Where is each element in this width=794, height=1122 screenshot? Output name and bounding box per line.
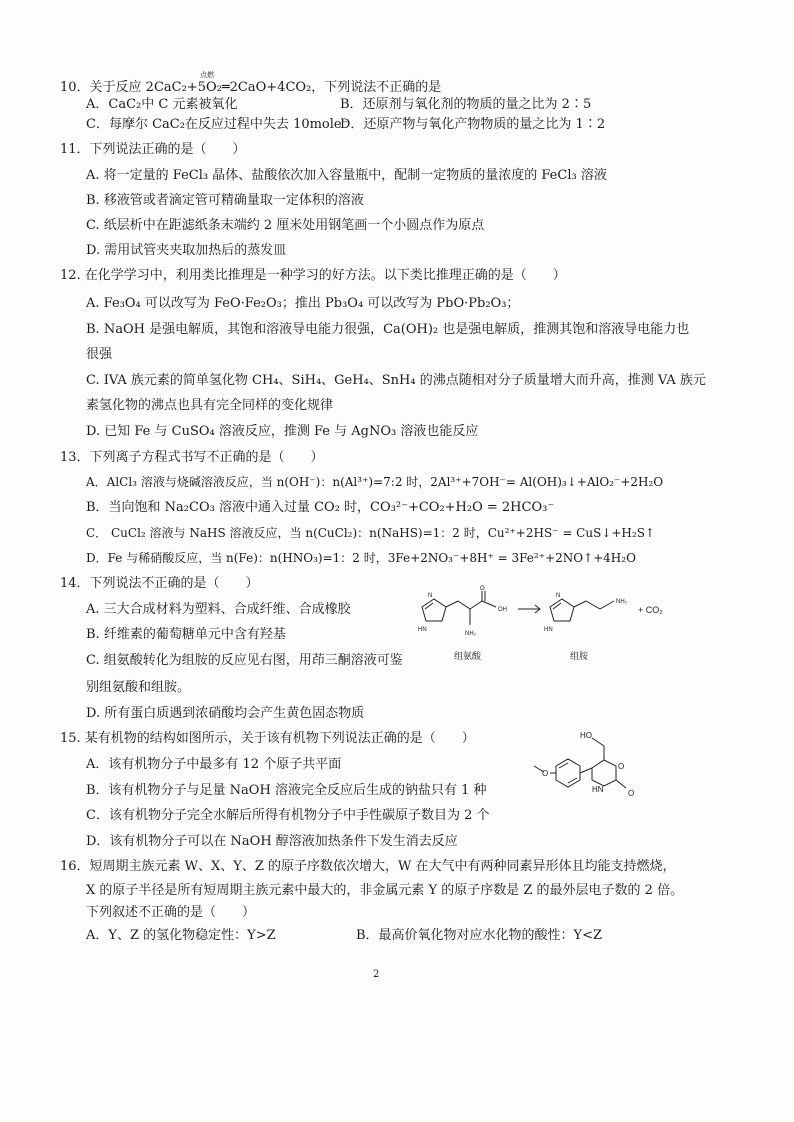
histamine-n-label: N: [556, 593, 561, 599]
q12-option-b-line1: B. NaOH 是强电解质，其饱和溶液导电能力很强，Ca(OH)₂ 也是强电解质，推测其饱和溶液导电能力也: [86, 322, 690, 337]
q10-option-b: B．还原剂与氧化剂的物质的量之比为 2∶5: [340, 97, 592, 112]
q14-stem: 14．下列说法不正确的是（ ）: [60, 576, 259, 591]
histidine-o-label: O: [480, 586, 485, 592]
q13-option-b: B．当向饱和 Na₂CO₃ 溶液中通入过量 CO₂ 时，CO₃²⁻+CO₂+H₂O = 2HCO₃⁻: [86, 500, 555, 515]
ring-o-label: O: [618, 762, 625, 771]
q13-option-c: C． CuCl₂ 溶液与 NaHS 溶液反应，当 n(CuCl₂)：n(NaHS)=1：2 时，Cu²⁺+2HS⁻ = CuS↓+H₂S↑: [86, 526, 655, 540]
q10-option-c: C．每摩尔 CaC₂在反应过程中失去 10mole⁻: [86, 117, 349, 132]
histidine-n-label: N: [428, 593, 433, 599]
carbonyl-o-label: O: [628, 789, 635, 798]
histidine-oh-label: OH: [498, 607, 507, 613]
methoxy-o-label: O: [542, 769, 549, 778]
q13-stem: 13．下列离子方程式书写不正确的是（ ）: [60, 450, 324, 465]
q15-structure-figure: [520, 726, 680, 806]
q15-option-a: A．该有机物分子中最多有 12 个原子共平面: [86, 757, 342, 772]
q12-stem: 12. 在化学学习中，利用类比推理是一种学习的好方法。以下类比推理正确的是（ ）: [60, 268, 566, 283]
q16-stem-line1: 16．短周期主族元素 W、X、Y、Z 的原子序数依次增大，W 在大气中有两种同素异形体且均能支持燃烧，: [60, 859, 676, 874]
q15-option-b: B．该有机物分子与足量 NaOH 溶液完全反应后生成的钠盐只有 1 种: [86, 783, 487, 798]
q12-option-c-line1: C. IVA 族元素的简单氢化物 CH₄、SiH₄、GeH₄、SnH₄ 的沸点随相对分子质量增大而升高，推测 VA 族元: [86, 373, 706, 388]
q10-stem: 10．关于反应 2CaC₂+5O₂═2CaO+4CO₂，下列说法不正确的是: [60, 80, 442, 95]
q14-option-c-line2: 别组氨酸和组胺。: [86, 680, 191, 695]
q16-option-a: A．Y、Z 的氢化物稳定性：Y>Z: [86, 928, 276, 943]
co2-product-label: + CO₂: [638, 605, 663, 615]
histamine-caption: 组胺: [570, 651, 589, 661]
q12-option-c-line2: 素氢化物的沸点也具有完全同样的变化规律: [86, 398, 334, 413]
q11-option-b: B. 移液管或者滴定管可精确量取一定体积的溶液: [86, 193, 364, 208]
histamine-nh2-label: NH₂: [616, 599, 627, 605]
q12-option-b-line2: 很强: [86, 347, 113, 362]
q13-option-d: D．Fe 与稀硝酸反应，当 n(Fe)：n(HNO₃)=1：2 时，3Fe+2NO₃⁻+8H⁺ = 3Fe²⁺+2NO↑+4H₂O: [86, 551, 636, 565]
histidine-hn-label: HN: [418, 627, 427, 633]
q10-heat-mark: 点燃: [200, 71, 214, 79]
histidine-to-histamine-figure: [410, 585, 680, 665]
q15-option-d: D．该有机物分子可以在 NaOH 醇溶液加热条件下发生消去反应: [86, 834, 458, 849]
q12-option-d: D. 已知 Fe 与 CuSO₄ 溶液反应，推测 Fe 与 AgNO₃ 溶液也能反应: [86, 424, 479, 439]
histidine-caption: 组氨酸: [454, 651, 482, 661]
q13-option-a: A．AlCl₃ 溶液与烧碱溶液反应，当 n(OH⁻)：n(Al³⁺)=7:2 时，2Al³⁺+7OH⁻= Al(OH)₃↓+AlO₂⁻+2H₂O: [86, 475, 664, 489]
histamine-hn-label: HN: [544, 627, 553, 633]
page-number: 2: [373, 969, 380, 980]
q16-option-b: B．最高价氧化物对应水化物的酸性：Y<Z: [356, 928, 603, 943]
q14-option-b: B. 纤维素的葡萄糖单元中含有羟基: [86, 627, 286, 642]
histidine-nh2-label: NH₂: [465, 631, 476, 637]
amide-hn-label: HN: [592, 785, 604, 794]
q14-option-c-line1: C. 组氨酸转化为组胺的反应见右图，用茚三酮溶液可鉴: [86, 653, 403, 668]
q11-stem: 11．下列说法正确的是（ ）: [60, 142, 246, 157]
q15-option-c: C．该有机物分子完全水解后所得有机物分子中手性碳原子数目为 2 个: [86, 808, 490, 823]
q12-option-a: A. Fe₃O₄ 可以改写为 FeO·Fe₂O₃；推出 Pb₃O₄ 可以改写为 PbO·Pb₂O₃；: [86, 296, 520, 311]
q10-option-d: D．还原产物与氧化产物物质的量之比为 1∶2: [340, 117, 606, 132]
q14-option-d: D. 所有蛋白质遇到浓硝酸均会产生黄色固态物质: [86, 706, 365, 721]
q11-option-a: A. 将一定量的 FeCl₃ 晶体、盐酸依次加入容量瓶中，配制一定物质的量浓度的 FeCl₃ 溶液: [86, 168, 607, 183]
q14-option-a: A. 三大合成材料为塑料、合成纤维、合成橡胶: [86, 602, 351, 617]
q11-option-d: D. 需用试管夹夹取加热后的蒸发皿: [86, 243, 287, 258]
hydroxyl-label: HO: [580, 731, 592, 740]
q16-stem-line2: X 的原子半径是所有短周期主族元素中最大的，非金属元素 Y 的原子序数是 Z 的最外层电子数的 2 倍。: [86, 883, 684, 898]
q10-option-a: A．CaC₂中 C 元素被氧化: [86, 97, 238, 112]
q16-stem-line3: 下列叙述不正确的是（ ）: [86, 905, 256, 920]
q15-stem: 15. 某有机物的结构如图所示，关于该有机物下列说法正确的是（ ）: [60, 731, 475, 746]
q11-option-c: C. 纸层析中在距滤纸条末端约 2 厘米处用钢笔画一个小圆点作为原点: [86, 218, 485, 233]
